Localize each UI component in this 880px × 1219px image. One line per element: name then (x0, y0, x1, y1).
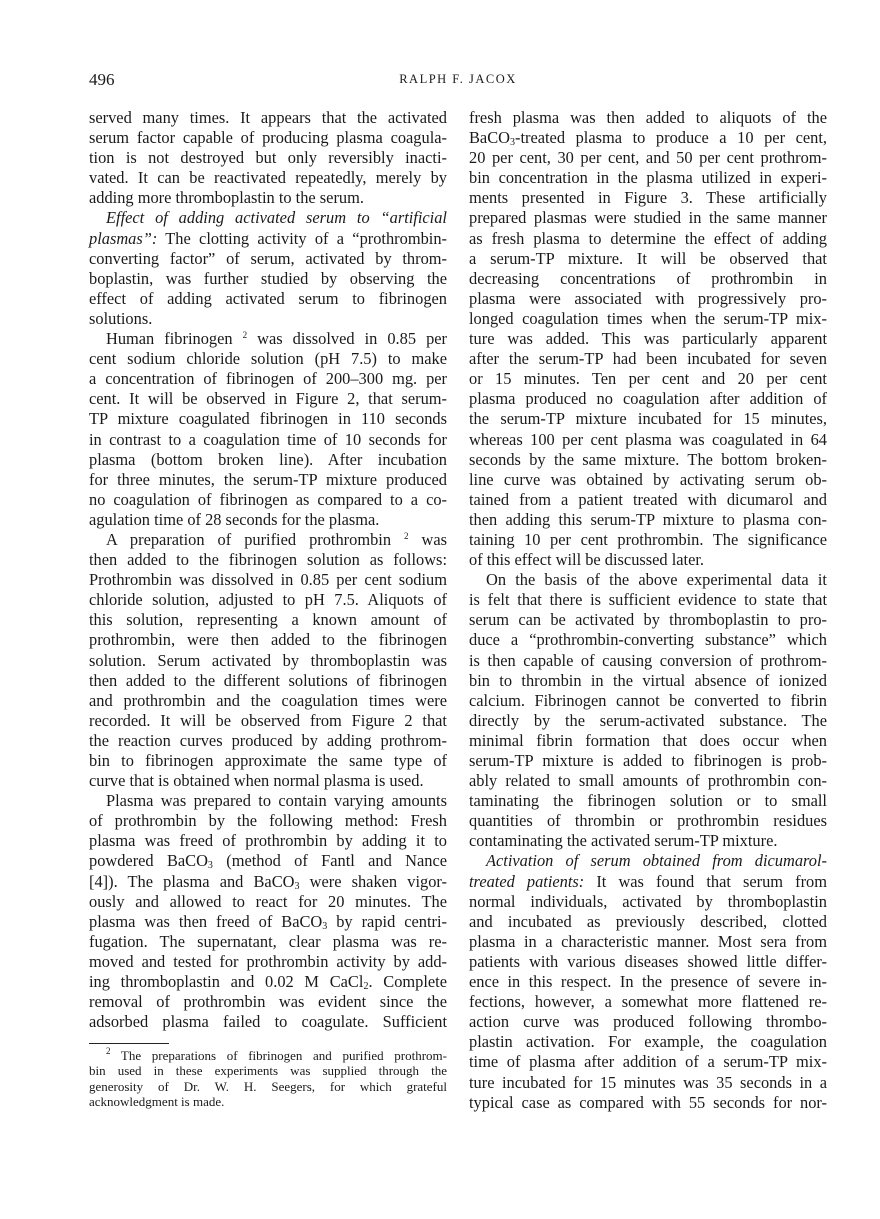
text-line: ously and allowed to react for 20 minutes. The (89, 891, 447, 911)
right-column (469, 108, 827, 1113)
text-line: and incubated as previously described, clotted (469, 911, 827, 931)
text-line: fugation. The supernatant, clear plasma was re- (89, 931, 447, 951)
text-line: solutions. (89, 308, 153, 328)
text-line: no coagulation of fibrinogen as compared to a co- (89, 489, 447, 509)
text-line: then added to the fibrinogen solution as follows: (89, 550, 447, 570)
text-line: taining 10 per cent prothrombin. The significance (469, 529, 827, 549)
text-line: then adding this serum-TP mixture to plasma con- (469, 509, 827, 529)
text-line: contaminating the activated serum-TP mixture. (469, 831, 778, 851)
footnote-ref: 2 (242, 330, 248, 341)
text-line: fresh plasma was then added to aliquots of the (469, 108, 827, 127)
text-line: bin to thrombin in the virtual absence of ionized (469, 670, 827, 690)
text-line: plasmas”: The clotting activity of a “prothrombin- (89, 228, 447, 248)
text-line: the serum-TP mixture incubated for 15 minutes, (469, 409, 827, 429)
text-line: ably related to small amounts of prothrombin con- (469, 771, 827, 791)
text-line: cent. It will be observed in Figure 2, that serum- (89, 389, 447, 409)
text-line: Plasma was prepared to contain varying amounts (106, 791, 447, 811)
text-line: and prothrombin and the coagulation times were (89, 690, 447, 710)
text-line: serum can be activated by thromboplastin to pro- (469, 610, 827, 630)
text-line: recorded. It will be observed from Figure 2 that (89, 710, 447, 730)
text-line: seconds by the same mixture. The bottom broken- (469, 449, 827, 469)
text-line: taminating the fibrinogen solution or to small (469, 791, 827, 811)
footnote-ref: 2 (404, 530, 409, 541)
text-line: cent sodium chloride solution (pH 7.5) to make (89, 349, 447, 369)
text-line: removal of prothrombin was evident since the (89, 992, 447, 1012)
text-line: agulation time of 28 seconds for the plasma. (89, 509, 380, 529)
text-line: On the basis of the above experimental data it (486, 570, 827, 590)
section-heading-effect (89, 208, 447, 228)
text-line: ence in this respect. In the presence of severe in- (469, 972, 827, 992)
text-line: BaCO$_3$-treated plasma to produce a 10 per cent, (469, 128, 827, 149)
text-line: 20 per cent, 30 per cent, and 50 per cent prothrom- (469, 148, 827, 168)
text-line: plasma in a characteristic manner. Most sera from (469, 931, 827, 951)
text-line: chloride solution, adjusted to pH 7.5. Aliquots of (89, 590, 447, 610)
text-line: tained from a patient treated with dicumarol and (469, 489, 827, 509)
footnote-line: acknowledgment is made. (89, 1093, 225, 1109)
text-line: after the serum-TP had been incubated for seven (469, 349, 827, 369)
text-line: plasma was freed of prothrombin by adding it to (89, 831, 447, 851)
footnote-line: generosity of Dr. W. H. Seegers, for which grateful (89, 1078, 447, 1094)
text-line: action curve was produced following thrombo- (469, 1012, 827, 1032)
text-line: fections, however, a somewhat more flattened re- (469, 992, 827, 1012)
page-number: 496 (89, 70, 115, 89)
text-line: bin to fibrinogen approximate the same type of (89, 751, 447, 770)
text-line: longed coagulation times when the serum-TP mix- (469, 308, 827, 328)
italic-heading: Activation of serum obtained from dicumarol- (486, 851, 827, 871)
text-line: treated patients: It was found that serum from (469, 871, 827, 891)
text-line: adding more thromboplastin to the serum. (89, 188, 364, 208)
text-line: calcium. Fibrinogen cannot be converted to fibrin (469, 690, 827, 710)
text-line: TP mixture coagulated fibrinogen in 110 seconds (89, 409, 447, 429)
text-line: for three minutes, the serum-TP mixture produced (89, 469, 447, 489)
text-line: ing thromboplastin and 0.02 M CaCl$_2$. Complete (89, 972, 447, 993)
footnote-line: bin used in these experiments was supplied through the (89, 1063, 447, 1079)
text-line: plastin activation. For example, the coagulation (469, 1032, 827, 1052)
text-line: a serum-TP mixture. It will be observed that (469, 248, 827, 268)
text-line: Human fibrinogen $^2$ was dissolved in 0.85 per (106, 329, 447, 349)
text-line: patients with various diseases showed little differ- (469, 951, 827, 971)
text-line: is then capable of causing conversion of prothrom- (469, 650, 827, 670)
text-line: vated. It can be reactivated repeatedly, merely by (89, 168, 447, 188)
text-line: a concentration of fibrinogen of 200–300 mg. per (89, 369, 447, 389)
italic-heading-cont: treated patients: (469, 871, 585, 891)
text-line: of this effect will be discussed later. (469, 550, 705, 570)
footnote-marker: 2 (106, 1046, 111, 1056)
text-line: typical case as compared with 55 seconds for nor- (469, 1092, 827, 1112)
text-line: converting factor” of serum, activated by throm- (89, 248, 447, 268)
text-line: serum-TP mixture is added to fibrinogen is prob- (469, 751, 827, 770)
text-line: Prothrombin was dissolved in 0.85 per cent sodium (89, 570, 447, 590)
text-line: prothrombin, were then added to the fibrinogen (89, 630, 447, 650)
text-line: normal individuals, activated by thromboplastin (469, 891, 827, 911)
italic-heading-cont: plasmas”: (89, 228, 158, 248)
section-heading-activation (469, 851, 827, 871)
text-line: this solution, representing a known amount of (89, 610, 447, 630)
text-line: effect of adding activated serum to fibrinogen (89, 288, 447, 308)
text-line: ture incubated for 15 minutes was 35 seconds in a (469, 1072, 827, 1092)
text-line: ments presented in Figure 3. These artificially (469, 188, 827, 208)
text-line: line curve was obtained by activating serum ob- (469, 469, 827, 489)
text-line: then added to the different solutions of fibrinogen (89, 670, 447, 690)
text-line: ture was added. This was particularly apparent (469, 329, 827, 349)
text-line: powdered BaCO$_3$ (method of Fantl and Nance (89, 851, 447, 872)
left-column (89, 108, 447, 1032)
text-line: or 15 minutes. Ten per cent and 20 per cent (469, 369, 827, 389)
text-line: as fresh plasma to determine the effect of adding (469, 228, 827, 248)
text-line: serum factor capable of producing plasma coagula- (89, 128, 447, 148)
text-line: moved and tested for prothrombin activity by add- (89, 951, 447, 971)
text-line: whereas 100 per cent plasma was coagulated in 64 (469, 429, 827, 449)
text-line: plasma produced no coagulation after addition of (469, 389, 827, 409)
text-line: directly by the serum-activated substance. The (469, 710, 827, 730)
text-line: is felt that there is sufficient evidence to state that (469, 590, 827, 610)
text-line: duce a “prothrombin-converting substance” which (469, 630, 827, 650)
text-line: adsorbed plasma failed to coagulate. Sufficient (89, 1012, 447, 1032)
italic-heading: Effect of adding activated serum to “artificial (106, 208, 447, 228)
text-line: [4]). The plasma and BaCO$_3$ were shaken vigor- (89, 871, 447, 892)
text-line: boplastin, was further studied by observing the (89, 268, 447, 288)
text-line: solution. Serum activated by thromboplastin was (89, 650, 447, 670)
footnote-line: $^2$ The preparations of fibrinogen and purified prothrom- (106, 1046, 447, 1063)
text-line: quantities of thrombin or prothrombin residues (469, 811, 827, 831)
text-line: the reaction curves produced by adding prothrom- (89, 730, 447, 750)
text-line: tion is not destroyed but only reversibly inacti- (89, 148, 447, 168)
text-line: of prothrombin by the following method: Fresh (89, 811, 447, 831)
text-line: in contrast to a coagulation time of 10 seconds for (89, 429, 447, 449)
text-line: served many times. It appears that the activated (89, 108, 447, 127)
text-line: plasma was then freed of BaCO$_3$ by rapid centri- (89, 911, 447, 932)
running-head-author: RALPH F. JACOX (399, 72, 517, 86)
text-line: time of plasma after addition of a serum-TP mix- (469, 1052, 827, 1072)
text-line: curve that is obtained when normal plasma is used. (89, 771, 424, 791)
text-line: bin concentration in the plasma utilized in experi- (469, 168, 827, 188)
text-line: plasma (bottom broken line). After incubation (89, 449, 447, 469)
text-line: decreasing concentrations of prothrombin in (469, 268, 827, 288)
text-line: prepared plasmas were studied in the same manner (469, 208, 827, 228)
text-line: A preparation of purified prothrombin $^2$ was (106, 529, 447, 549)
footnote (89, 1048, 447, 1109)
text-line: minimal fibrin formation that does occur when (469, 730, 827, 750)
footnote-divider (89, 1043, 169, 1044)
page-header (89, 70, 827, 92)
text-line: plasma were associated with progressively pro- (469, 288, 827, 308)
